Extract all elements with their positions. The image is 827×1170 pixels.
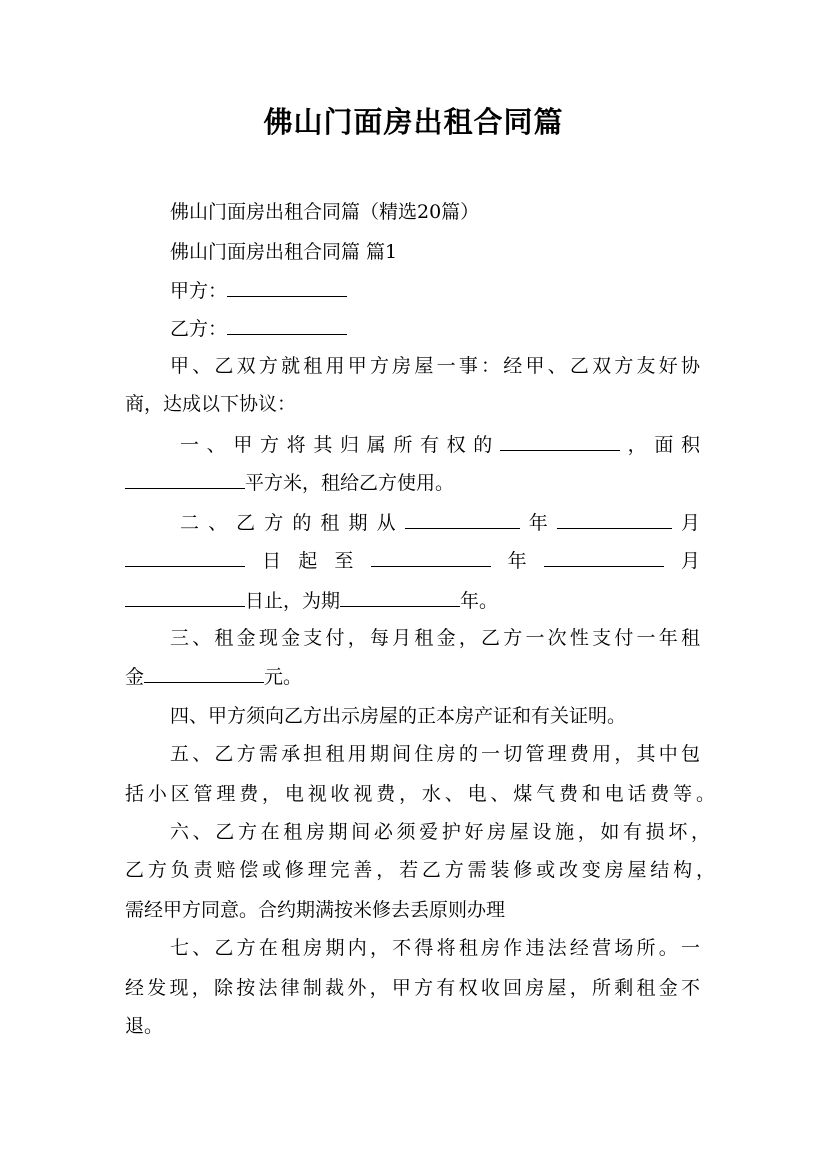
clause-7-line-1: 七、乙方在租房期内，不得将租房作违法经营场所。一 [170, 937, 700, 959]
end-month-blank [544, 548, 664, 567]
party-b-label: 乙方： [170, 318, 228, 340]
party-a-line [170, 278, 347, 303]
clause-2-line-3: 日止，为期 年。 [125, 588, 498, 613]
intro-line-2: 商，达成以下协议： [125, 393, 297, 415]
party-b-blank [227, 316, 347, 335]
property-blank [500, 432, 620, 451]
area-blank [125, 470, 245, 489]
start-day-blank [125, 548, 245, 567]
party-b-line [170, 316, 347, 341]
start-year-blank [405, 510, 520, 529]
clause-4: 四、甲方须向乙方出示房屋的正本房产证和有关证明。 [170, 705, 627, 727]
end-day-blank [125, 588, 245, 607]
clause-7-line-2: 经发现，除按法律制裁外，甲方有权收回房屋，所剩租金不 [125, 977, 700, 999]
end-year-blank [371, 548, 491, 567]
clause-5-line-2: 括小区管理费，电视收视费，水、电、煤气费和电话费等。 [125, 783, 715, 805]
party-a-blank [227, 278, 347, 297]
clause-2-line-1: 二、乙方的租期从 年 月 [180, 512, 700, 534]
intro-line-1: 甲、乙双方就租用甲方房屋一事：经甲、乙双方友好协 [170, 355, 700, 377]
clause-5-line-1: 五、乙方需承担租用期间住房的一切管理费用，其中包 [170, 743, 700, 765]
clause-2-line-2: 日起至 年 月 [125, 548, 700, 573]
rent-amount-blank [144, 664, 264, 683]
clause-1-line-1: 一、甲方将其归属所有权的 ，面积 [180, 434, 700, 456]
document-subtitle: 佛山门面房出租合同篇（精选20篇） [170, 201, 480, 223]
start-month-blank [557, 510, 672, 529]
clause-3-line-1: 三、租金现金支付，每月租金，乙方一次性支付一年租 [170, 627, 700, 649]
clause-6-line-2: 乙方负责赔偿或修理完善，若乙方需装修或改变房屋结构， [125, 859, 715, 881]
clause-6-line-3: 需经甲方同意。合约期满按米修去丢原则办理 [125, 899, 506, 921]
document-title: 佛山门面房出租合同篇 [263, 105, 564, 139]
term-years-blank [340, 588, 460, 607]
clause-7-line-3: 退。 [125, 1015, 164, 1037]
clause-3-line-2: 金 元。 [125, 666, 303, 688]
clause-1-line-2: 平方米，租给乙方使用。 [125, 470, 454, 495]
clause-6-line-1: 六、乙方在租房期间必须爱护好房屋设施，如有损坏， [170, 821, 710, 843]
section-heading: 佛山门面房出租合同篇 篇1 [170, 241, 398, 263]
party-a-label: 甲方： [170, 280, 228, 302]
